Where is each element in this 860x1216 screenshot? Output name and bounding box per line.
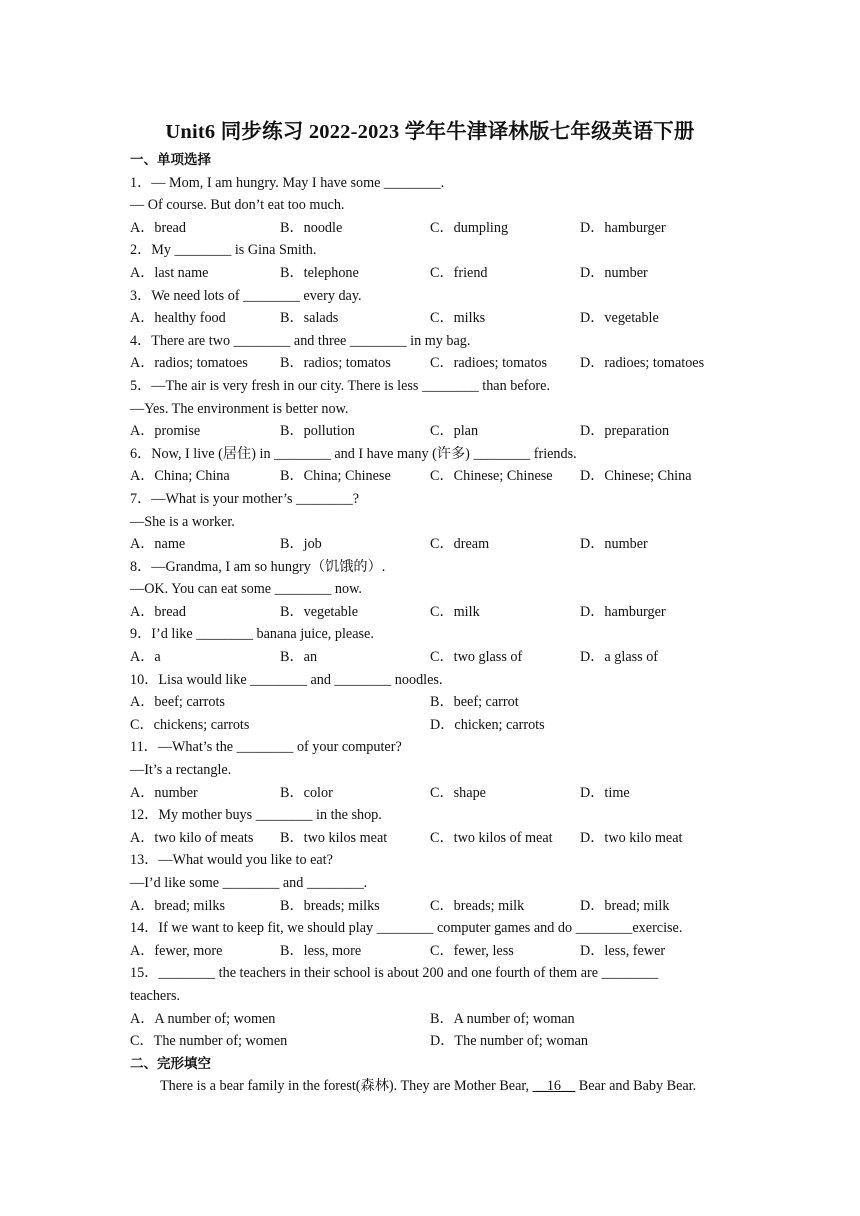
option-c: C．shape [430,784,486,801]
question-13-options [130,895,750,918]
option-b: B．less, more [280,942,362,959]
option-b: B．noodle [280,219,343,236]
option-c: C．fewer, less [430,942,514,959]
option-c: C．plan [430,423,479,440]
question-13-stem: 13．—What would you like to eat? [130,852,333,869]
option-d: D．less, fewer [580,942,666,959]
question-7-stem-2: —She is a worker. [130,513,235,530]
option-b: B．pollution [280,423,355,440]
question-1-options [130,217,750,240]
question-9-options [130,646,750,669]
option-a: A．A number of; women [130,1010,276,1027]
question-10-options-row-2 [130,714,750,737]
question-13-stem-2: —I’d like some ________ and ________. [130,875,368,891]
question-6-options [130,465,750,488]
option-b: B．China; Chinese [280,468,391,485]
option-d: D．hamburger [580,219,666,236]
question-10-stem: 10．Lisa would like ________ and ________ noodles. [130,671,443,688]
option-c: C．dream [430,536,490,553]
option-c: C．dumpling [430,219,509,236]
option-a: A．beef; carrots [130,694,225,711]
question-5-options [130,420,750,443]
option-c: C．milks [430,310,486,327]
question-7-options [130,533,750,556]
option-b: B．beef; carrot [430,694,519,711]
option-a: A．number [130,784,198,801]
option-a: A．healthy food [130,310,226,327]
option-a: A．last name [130,264,209,281]
question-10-options-row-1 [130,691,750,714]
passage-text-after: Bear and Baby Bear. [575,1078,697,1095]
option-a: A．bread [130,219,186,236]
option-c: C．chickens; carrots [130,716,250,733]
option-c: C．radioes; tomatos [430,355,548,372]
question-9-stem: 9．I’d like ________ banana juice, please. [130,626,374,643]
option-d: D．preparation [580,423,670,440]
passage-text-before: There is a bear family in the forest(森林). They are Mother Bear, [160,1078,533,1095]
question-7-stem: 7．—What is your mother’s ________? [130,490,360,507]
option-b: B．vegetable [280,603,359,620]
question-5-stem: 5．—The air is very fresh in our city. There is less ________ than before. [130,377,550,394]
option-a: A．bread [130,603,186,620]
question-3-options [130,307,750,330]
option-a: A．bread; milks [130,897,225,914]
option-a: A．a [130,649,161,666]
question-12-options [130,827,750,850]
question-2-stem: 2．My ________ is Gina Smith. [130,242,317,259]
option-b: B．job [280,536,322,553]
option-a: A．radios; tomatoes [130,355,248,372]
option-c: C．two kilos of meat [430,829,553,846]
option-a: A．China; China [130,468,230,485]
question-14-options [130,940,750,963]
option-c: C．friend [430,264,488,281]
question-8-stem: 8．—Grandma, I am so hungry（饥饿的）. [130,558,386,575]
option-b: B．an [280,649,318,666]
question-4-options [130,352,750,375]
question-11-options [130,782,750,805]
option-c: C．The number of; women [130,1033,288,1050]
section-heading-cloze: 二、完形填空 [130,1055,211,1072]
question-1-stem-2: — Of course. But don’t eat too much. [130,197,345,214]
question-8-options [130,601,750,624]
option-b: B．telephone [280,264,359,281]
page-title: Unit6 同步练习 2022-2023 学年牛津译林版七年级英语下册 [165,121,695,143]
option-d: D．two kilo meat [580,829,683,846]
question-15-stem-2: teachers. [130,987,181,1004]
option-d: D．radioes; tomatoes [580,355,705,372]
option-b: B．salads [280,310,339,327]
section-heading-single-choice: 一、单项选择 [130,152,211,168]
question-15-options-row-2 [130,1030,750,1053]
option-a: A．fewer, more [130,942,223,959]
question-5-stem-2: —Yes. The environment is better now. [130,400,349,417]
question-11-stem-2: —It’s a rectangle. [130,762,232,779]
question-3-stem: 3．We need lots of ________ every day. [130,287,362,304]
option-b: B．breads; milks [280,897,380,914]
option-d: D．bread; milk [580,897,670,914]
option-d: D．time [580,784,630,801]
option-c: C．milk [430,603,480,620]
question-1-stem: 1．— Mom, I am hungry. May I have some ________. [130,174,445,191]
option-c: C．Chinese; Chinese [430,468,553,485]
option-a: A．promise [130,423,201,440]
option-b: B．A number of; woman [430,1010,575,1027]
option-b: B．radios; tomatos [280,355,391,372]
option-c: C．two glass of [430,649,523,666]
option-d: D．chicken; carrots [430,716,545,733]
question-12-stem: 12．My mother buys ________ in the shop. [130,807,382,824]
question-15-options-row-1 [130,1008,750,1031]
option-d: D．a glass of [580,649,659,666]
question-6-stem: 6．Now, I live (居住) in ________ and I have many (许多) ________ friends. [130,445,577,462]
question-14-stem: 14．If we want to keep fit, we should play ________ computer games and do ________exercise. [130,920,683,937]
question-15-stem: 15．________ the teachers in their school is about 200 and one fourth of them are ________ [130,965,659,982]
question-list [130,149,750,1098]
option-a: A．name [130,536,186,553]
option-d: D．The number of; woman [430,1033,588,1050]
option-c: C．breads; milk [430,897,525,914]
cloze-blank-16: __16__ [532,1078,576,1095]
option-d: D．vegetable [580,310,659,327]
option-b: B．color [280,784,333,801]
question-11-stem: 11．—What’s the ________ of your computer? [130,739,402,756]
option-d: D．hamburger [580,603,666,620]
option-d: D．number [580,536,648,553]
question-8-stem-2: —OK. You can eat some ________ now. [130,581,362,598]
option-b: B．two kilos meat [280,829,388,846]
question-4-stem: 4．There are two ________ and three ________ in my bag. [130,332,471,349]
option-d: D．number [580,264,648,281]
cloze-passage-line [130,1075,750,1098]
option-a: A．two kilo of meats [130,829,254,846]
option-d: D．Chinese; China [580,468,692,485]
question-2-options [130,262,750,285]
